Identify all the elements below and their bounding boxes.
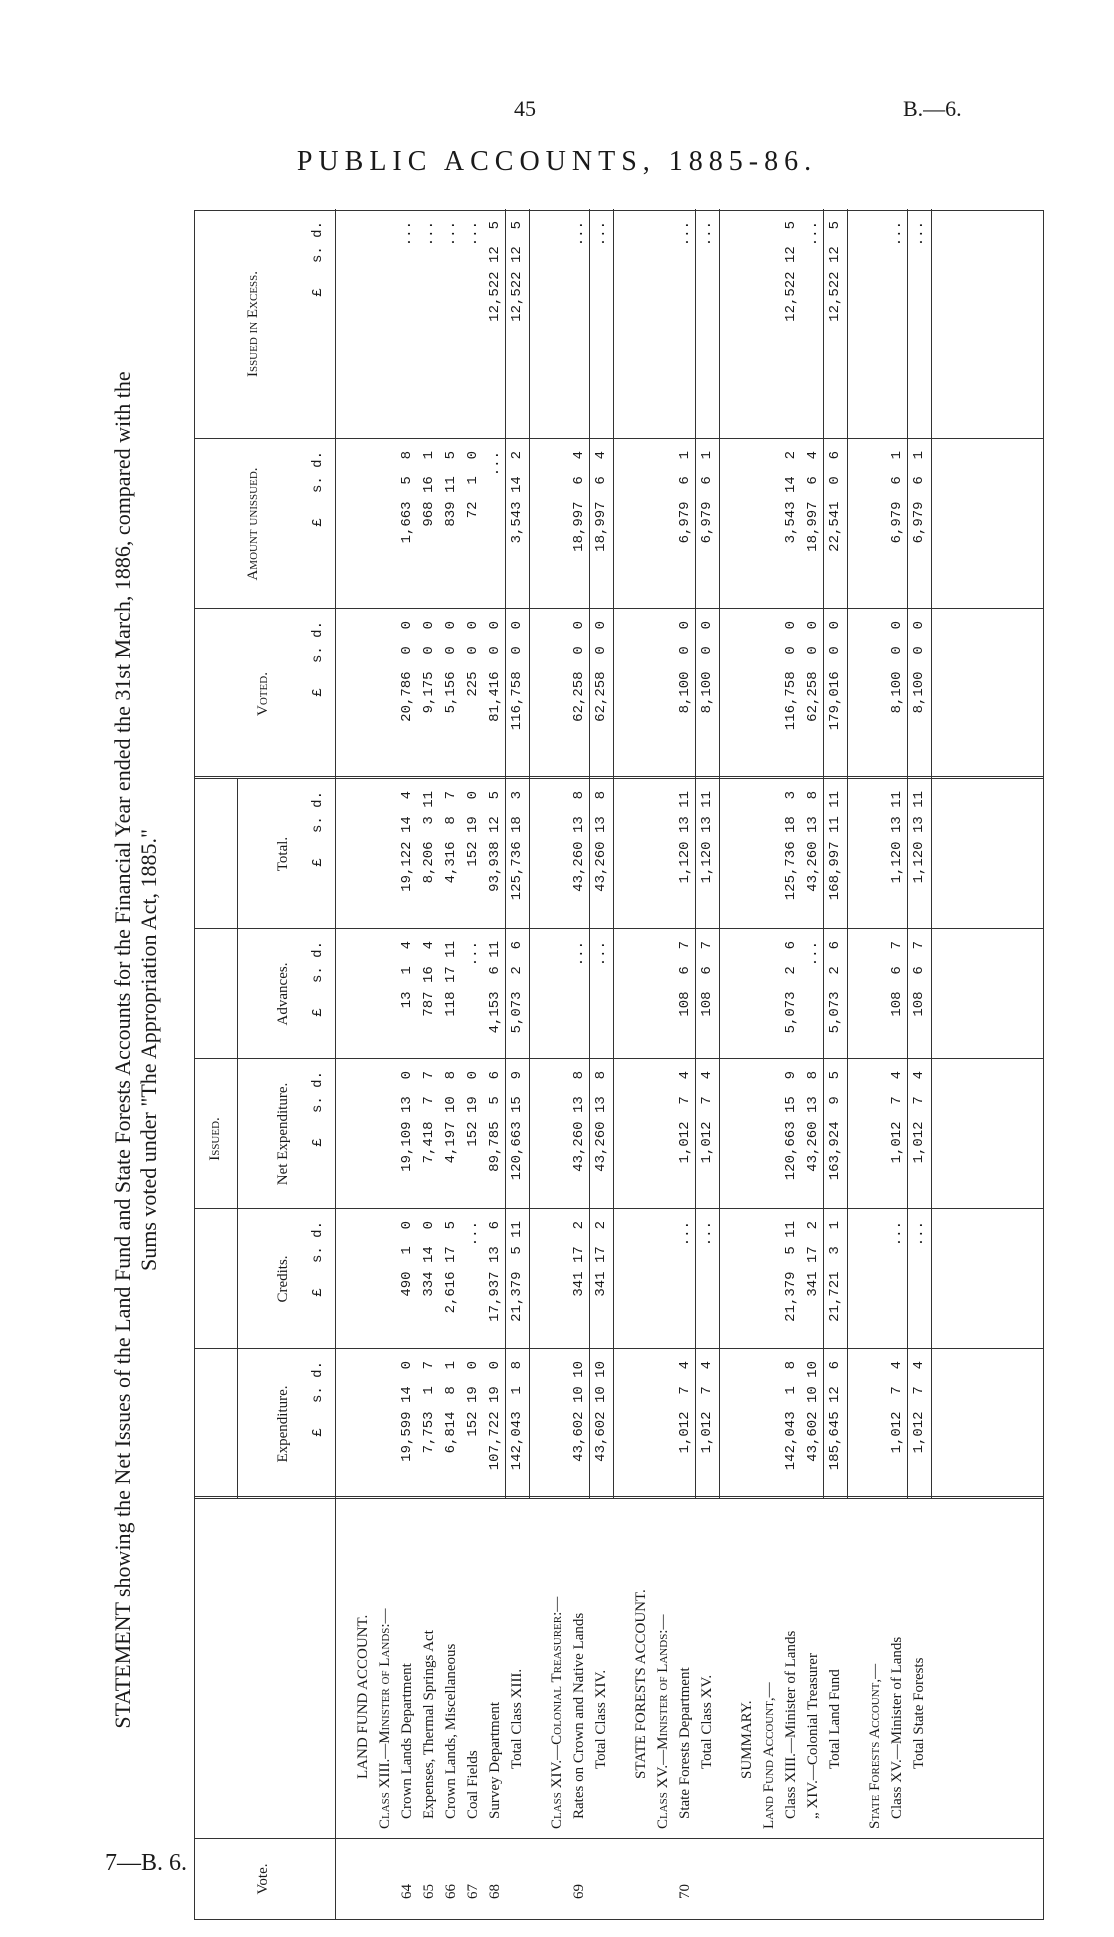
amount-adv: 108 6 7: [677, 941, 693, 1017]
total-rule: [907, 209, 908, 1499]
amount-tot: 8,206 3 11: [421, 791, 437, 884]
row-label: Class XV.—Minister of Lands: [889, 1636, 905, 1819]
vote-number: 68: [487, 1884, 503, 1899]
statement-caption: [110, 220, 162, 1880]
amount-exp: 185,645 12 6: [827, 1361, 843, 1471]
section-heading: STATE FORESTS ACCOUNT.: [633, 1589, 649, 1779]
section-heading: LAND FUND ACCOUNT.: [355, 1614, 371, 1779]
amount-exp: 152 19 0: [465, 1361, 481, 1437]
amount-unis: 18,997 6 4: [805, 451, 821, 552]
row-label: Crown Lands Department: [399, 1663, 415, 1819]
amount-net: 1,012 7 4: [677, 1071, 693, 1164]
amount-exc: ...: [399, 221, 415, 247]
amount-cred: ...: [677, 1221, 693, 1247]
amount-exp: 107,722 19 0: [487, 1361, 503, 1471]
amount-unis: 6,979 6 1: [911, 451, 927, 544]
lsd-units: £ s. d.: [310, 621, 326, 697]
amount-exp: 142,043 1 8: [509, 1361, 525, 1471]
amount-unis: 3,543 14 2: [509, 451, 525, 544]
amount-unis: 6,979 6 1: [677, 451, 693, 544]
amount-exp: 19,599 14 0: [399, 1361, 415, 1462]
amount-unis: 968 16 1: [421, 451, 437, 527]
amount-adv: ...: [593, 941, 609, 967]
amount-exc: ...: [911, 221, 927, 247]
amount-cred: 341 17 2: [805, 1221, 821, 1297]
caption-line-2: Sums voted under "The Appropriation Act, 1885.": [136, 828, 161, 1272]
vote-number: 67: [465, 1884, 481, 1899]
amount-exc: ...: [465, 221, 481, 247]
row-label: Survey Department: [487, 1701, 503, 1819]
column-divider: [195, 1838, 1043, 1839]
amount-net: 1,012 7 4: [911, 1071, 927, 1164]
amount-cred: ...: [465, 1221, 481, 1247]
amount-voted: 8,100 0 0: [911, 621, 927, 714]
header-total: Total.: [275, 836, 291, 872]
amount-net: 120,663 15 9: [509, 1071, 525, 1181]
amount-unis: 18,997 6 4: [593, 451, 609, 552]
amount-adv: 4,153 6 11: [487, 941, 503, 1034]
lsd-units: £ s. d.: [310, 1071, 326, 1147]
header-rule: [335, 209, 336, 1919]
section-heading: Class XIII.—Minister of Lands:—: [377, 1608, 393, 1829]
document-reference: B.—6.: [903, 96, 962, 121]
vote-number: 64: [399, 1884, 415, 1899]
amount-exp: 1,012 7 4: [699, 1361, 715, 1454]
row-label: Class XIII.—Minister of Lands: [783, 1630, 799, 1819]
row-label: Expenses, Thermal Springs Act: [421, 1630, 437, 1819]
total-rule: [613, 209, 614, 1499]
amount-tot: 1,120 13 11: [911, 791, 927, 884]
section-heading: Class XIV.—Colonial Treasurer:—: [549, 1596, 565, 1829]
amount-net: 89,785 5 6: [487, 1071, 503, 1172]
amount-voted: 81,416 0 0: [487, 621, 503, 722]
amount-tot: 43,260 13 8: [571, 791, 587, 892]
amount-net: 4,197 10 8: [443, 1071, 459, 1164]
header-excess: Issued in Excess.: [245, 270, 261, 378]
amount-cred: 21,379 5 11: [783, 1221, 799, 1322]
amount-exc: ...: [443, 221, 459, 247]
amount-voted: 8,100 0 0: [889, 621, 905, 714]
vote-number: 69: [571, 1884, 587, 1899]
row-label: Rates on Crown and Native Lands: [571, 1612, 587, 1819]
row-label: Total State Forests: [911, 1657, 927, 1769]
amount-cred: 21,379 5 11: [509, 1221, 525, 1322]
amount-voted: 8,100 0 0: [699, 621, 715, 714]
amount-unis: 1,663 5 8: [399, 451, 415, 544]
page-title: PUBLIC ACCOUNTS, 1885-86.: [296, 146, 818, 177]
vote-number: 65: [421, 1884, 437, 1899]
vote-number: 66: [443, 1884, 459, 1899]
amount-exp: 7,753 1 7: [421, 1361, 437, 1454]
amount-net: 1,012 7 4: [699, 1071, 715, 1164]
lsd-units: £ s. d.: [310, 221, 326, 297]
lsd-units: £ s. d.: [310, 791, 326, 867]
amount-adv: 5,073 2 6: [509, 941, 525, 1034]
header-credits: Credits.: [275, 1255, 291, 1303]
amount-net: 7,418 7 7: [421, 1071, 437, 1164]
page-number: 45: [514, 96, 536, 121]
amount-voted: 5,156 0 0: [443, 621, 459, 714]
amount-exp: 142,043 1 8: [783, 1361, 799, 1471]
amount-tot: 125,736 18 3: [509, 791, 525, 901]
amount-net: 43,260 13 8: [571, 1071, 587, 1172]
amount-tot: 43,260 13 8: [593, 791, 609, 892]
amount-voted: 62,258 0 0: [805, 621, 821, 722]
amount-voted: 20,786 0 0: [399, 621, 415, 722]
amount-tot: 1,120 13 11: [889, 791, 905, 884]
amount-adv: 5,073 2 6: [827, 941, 843, 1034]
amount-cred: ...: [699, 1221, 715, 1247]
amount-tot: 43,260 13 8: [805, 791, 821, 892]
amount-unis: ...: [487, 451, 503, 477]
amount-tot: 1,120 13 11: [699, 791, 715, 884]
amount-exc: ...: [699, 221, 715, 247]
statement-table: [194, 210, 1044, 1920]
amount-voted: 9,175 0 0: [421, 621, 437, 714]
amount-exc: ...: [677, 221, 693, 247]
lsd-units: £ s. d.: [310, 451, 326, 527]
amount-net: 152 19 0: [465, 1071, 481, 1147]
row-label: Total Class XIV.: [593, 1669, 609, 1769]
caption-line-1: STATEMENT showing the Net Issues of the Land Fund and State Forests Accounts for the Financial Year ended the 31st March, 1886, compared with the: [110, 371, 135, 1729]
amount-cred: 334 14 0: [421, 1221, 437, 1297]
amount-unis: 3,543 14 2: [783, 451, 799, 544]
amount-voted: 62,258 0 0: [593, 621, 609, 722]
amount-net: 43,260 13 8: [593, 1071, 609, 1172]
header-net: Net Expenditure.: [275, 1082, 291, 1186]
amount-exp: 1,012 7 4: [677, 1361, 693, 1454]
header-rule: [237, 779, 238, 1499]
amount-exc: 12,522 12 5: [783, 221, 799, 322]
amount-adv: 108 6 7: [911, 941, 927, 1017]
amount-adv: 787 16 4: [421, 941, 437, 1017]
total-rule: [529, 209, 530, 1499]
amount-adv: 13 1 4: [399, 941, 415, 1009]
amount-exc: 12,522 12 5: [487, 221, 503, 322]
amount-voted: 225 0 0: [465, 621, 481, 697]
amount-net: 163,924 9 5: [827, 1071, 843, 1181]
amount-adv: ...: [571, 941, 587, 967]
amount-cred: ...: [911, 1221, 927, 1247]
amount-unis: 839 11 5: [443, 451, 459, 527]
amount-unis: 22,541 0 6: [827, 451, 843, 552]
amount-cred: 21,721 3 1: [827, 1221, 843, 1322]
amount-unis: 6,979 6 1: [699, 451, 715, 544]
total-rule: [719, 209, 720, 1499]
amount-adv: ...: [805, 941, 821, 967]
amount-tot: 1,120 13 11: [677, 791, 693, 884]
row-label: Crown Lands, Miscellaneous: [443, 1643, 459, 1819]
row-label: Coal Fields: [465, 1750, 481, 1819]
total-rule: [823, 209, 824, 1499]
amount-exp: 1,012 7 4: [889, 1361, 905, 1454]
amount-exc: 12,522 12 5: [509, 221, 525, 322]
row-label: State Forests Department: [677, 1667, 693, 1819]
section-heading: Land Fund Account,—: [761, 1682, 777, 1829]
row-label: Total Land Fund: [827, 1669, 843, 1769]
amount-net: 43,260 13 8: [805, 1071, 821, 1172]
amount-adv: 108 6 7: [889, 941, 905, 1017]
header-advances: Advances.: [275, 962, 291, 1026]
amount-adv: 5,073 2 6: [783, 941, 799, 1034]
header-issued: Issued.: [207, 1117, 223, 1161]
amount-voted: 62,258 0 0: [571, 621, 587, 722]
amount-exp: 6,814 8 1: [443, 1361, 459, 1454]
row-label: Total Class XIII.: [509, 1668, 525, 1769]
amount-tot: 4,316 8 7: [443, 791, 459, 884]
lsd-units: £ s. d.: [310, 1221, 326, 1297]
amount-cred: ...: [889, 1221, 905, 1247]
amount-unis: 72 1 0: [465, 451, 481, 519]
amount-cred: 490 1 0: [399, 1221, 415, 1297]
amount-exp: 1,012 7 4: [911, 1361, 927, 1454]
amount-voted: 116,758 0 0: [783, 621, 799, 731]
amount-exc: ...: [805, 221, 821, 247]
total-rule: [589, 209, 590, 1499]
amount-voted: 8,100 0 0: [677, 621, 693, 714]
total-rule: [847, 209, 848, 1499]
amount-adv: ...: [465, 941, 481, 967]
total-rule: [505, 209, 506, 1499]
amount-cred: 17,937 13 6: [487, 1221, 503, 1322]
row-label: Total Class XV.: [699, 1674, 715, 1769]
amount-cred: 2,616 17 5: [443, 1221, 459, 1314]
vote-number: 70: [677, 1884, 693, 1899]
header-expenditure: Expenditure.: [275, 1385, 291, 1463]
amount-exc: ...: [571, 221, 587, 247]
amount-exc: ...: [593, 221, 609, 247]
rotated-statement: [110, 210, 1110, 1920]
total-rule: [931, 209, 932, 1499]
amount-tot: 168,997 11 11: [827, 791, 843, 901]
header-vote: Vote.: [255, 1863, 271, 1895]
section-heading: SUMMARY.: [739, 1700, 755, 1779]
amount-voted: 179,016 0 0: [827, 621, 843, 731]
amount-unis: 6,979 6 1: [889, 451, 905, 544]
amount-adv: 108 6 7: [699, 941, 715, 1017]
amount-exp: 43,602 10 10: [593, 1361, 609, 1462]
total-rule: [695, 209, 696, 1499]
amount-tot: 152 19 0: [465, 791, 481, 867]
section-heading: Class XV.—Minister of Lands:—: [655, 1614, 671, 1829]
amount-exp: 43,602 10 10: [571, 1361, 587, 1462]
lsd-units: £ s. d.: [310, 1361, 326, 1437]
header-voted: Voted.: [255, 672, 271, 716]
amount-tot: 93,938 12 5: [487, 791, 503, 892]
amount-adv: 118 17 11: [443, 941, 459, 1017]
amount-exp: 43,602 10 10: [805, 1361, 821, 1462]
amount-net: 1,012 7 4: [889, 1071, 905, 1164]
amount-net: 19,109 13 0: [399, 1071, 415, 1172]
amount-cred: 341 17 2: [571, 1221, 587, 1297]
row-label: „ XIV.—Colonial Treasurer: [805, 1653, 821, 1819]
amount-net: 120,663 15 9: [783, 1071, 799, 1181]
amount-exc: 12,522 12 5: [827, 221, 843, 322]
amount-tot: 125,736 18 3: [783, 791, 799, 901]
amount-unis: 18,997 6 4: [571, 451, 587, 552]
lsd-units: £ s. d.: [310, 941, 326, 1017]
amount-voted: 116,758 0 0: [509, 621, 525, 731]
section-heading: State Forests Account,—: [867, 1663, 883, 1829]
header-unissued: Amount unissued.: [245, 467, 261, 581]
amount-exc: ...: [889, 221, 905, 247]
amount-exc: ...: [421, 221, 437, 247]
amount-tot: 19,122 14 4: [399, 791, 415, 892]
footer-reference: 7—B. 6.: [105, 1850, 188, 1876]
amount-cred: 341 17 2: [593, 1221, 609, 1297]
